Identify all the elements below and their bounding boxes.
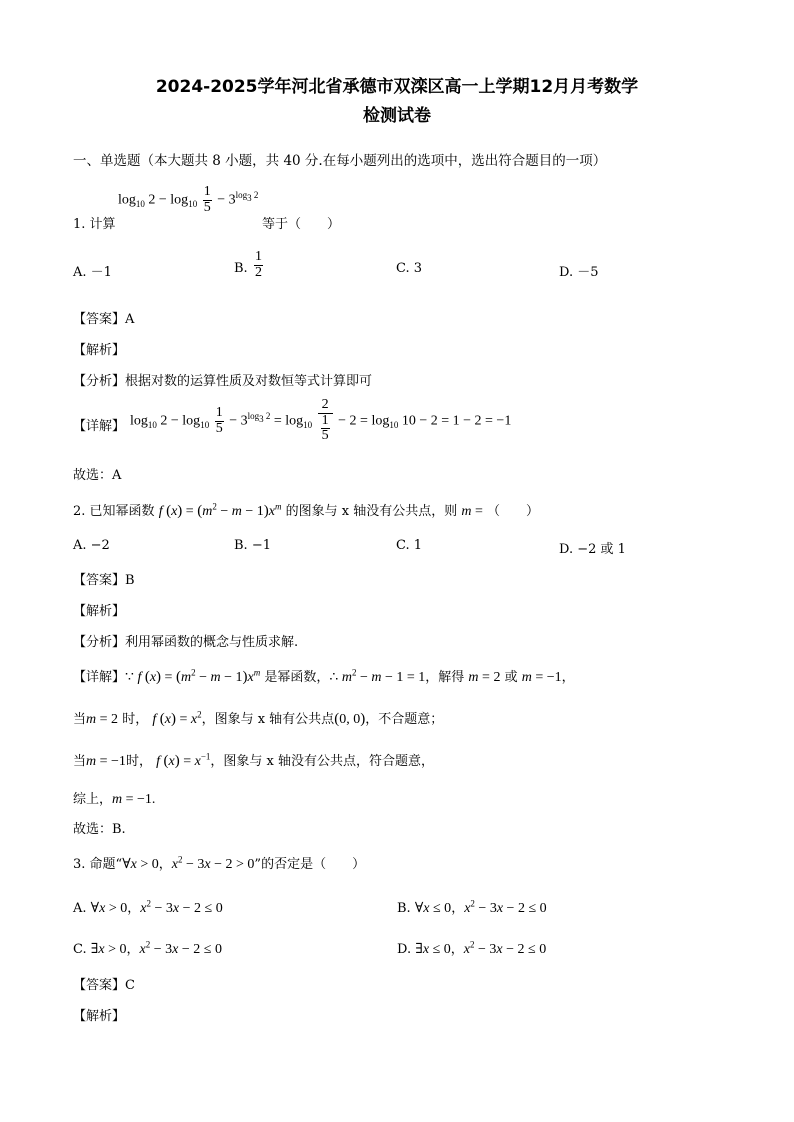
q3-option-c: C. ∃x > 0，$x^2 - 3x - 2 \le 0$	[73, 939, 222, 957]
q1-detail-label: 【详解】	[73, 419, 126, 434]
q2-detail-1: 【详解】∵ f $(x) = (m^2 - m - 1)x^m$ 是幂函数，∴ $m^2 - m - 1 = 1$，解得 m = 2 或 m = −1，	[73, 667, 575, 685]
q2-detail-2: 当m = 2 时， f $(x) = x^2$，图象与 x 轴有公共点(0, 0)，不合题意；	[73, 709, 444, 727]
q3-jiexi: 【解析】	[73, 1009, 126, 1024]
page-title: 2024-2025学年河北省承德市双滦区高一上学期12月月考数学	[155, 77, 639, 97]
section-heading: 一、单选题（本大题共 8 小题，共 40 分.在每小题列出的选项中，选出符合题目的一项）	[73, 153, 607, 169]
q1-detail-expression: $\log_{10} 2 - \log_{10}$ $\frac{1}{5}$ − $3^{log_3 2} = \log_{10}$ $\frac{2}{\frac{1}{5}}$ − $2 = \log_{10} 10 - 2 = 1 - 2 = -1$	[130, 397, 512, 444]
q2-detail-4: 综上，m = −1.	[73, 792, 156, 807]
q3-option-a: A. ∀x > 0，$x^2 - 3x - 2 \le 0$	[73, 898, 223, 916]
q3-answer: 【答案】C	[73, 978, 135, 993]
q1-answer: 【答案】A	[73, 312, 135, 327]
q1-conclusion: 故选：A	[73, 468, 122, 483]
q3-option-b: B. ∀x ≤ 0，$x^2 - 3x - 2 \le 0$	[397, 898, 547, 916]
q1-expression: $\log_{10} 2 - \log_{10}$ $\frac{1}{5}$ − $3^{log_3 2}$	[118, 184, 259, 215]
q2-stem: 2. 已知幂函数 f $(x) = (m^2 - m - 1)x^m$ 的图象与 x 轴没有公共点，则 m = （ ）	[73, 501, 540, 519]
q1-jiexi: 【解析】	[73, 343, 126, 358]
q1-option-a: A. －1	[73, 265, 112, 280]
q1-fenxi: 【分析】根据对数的运算性质及对数恒等式计算即可	[73, 374, 373, 389]
q1-option-b: B.	[234, 261, 248, 276]
q1-option-c: C. 3	[396, 261, 423, 276]
q2-conclusion: 故选：B.	[73, 822, 126, 837]
q1-option-d: D. －5	[559, 265, 599, 280]
q2-fenxi: 【分析】利用幂函数的概念与性质求解.	[73, 635, 299, 650]
q2-option-d: D. −2 或 1	[559, 542, 626, 557]
q2-option-a: A. −2	[73, 538, 110, 553]
q2-answer: 【答案】B	[73, 573, 135, 588]
q2-jiexi: 【解析】	[73, 604, 126, 619]
q1-option-b-frac: $\frac{1}{2}$	[255, 249, 262, 280]
q2-option-b: B. −1	[234, 538, 271, 553]
page-subtitle: 检测试卷	[363, 106, 431, 126]
q2-detail-3: 当m = −1时， f $(x) = x^{-1}$，图象与 x 轴没有公共点，符合题意，	[73, 751, 435, 769]
q3-option-d: D. ∃x ≤ 0，$x^2 - 3x - 2 \le 0$	[397, 939, 547, 957]
q3-stem: 3. 命题“∀x > 0，$x^2 - 3x - 2 > 0$”的否定是（ ）	[73, 854, 366, 872]
q1-suffix: 等于（ ）	[262, 217, 341, 232]
q1-label: 1. 计算	[73, 217, 116, 232]
q2-option-c: C. 1	[396, 538, 423, 553]
